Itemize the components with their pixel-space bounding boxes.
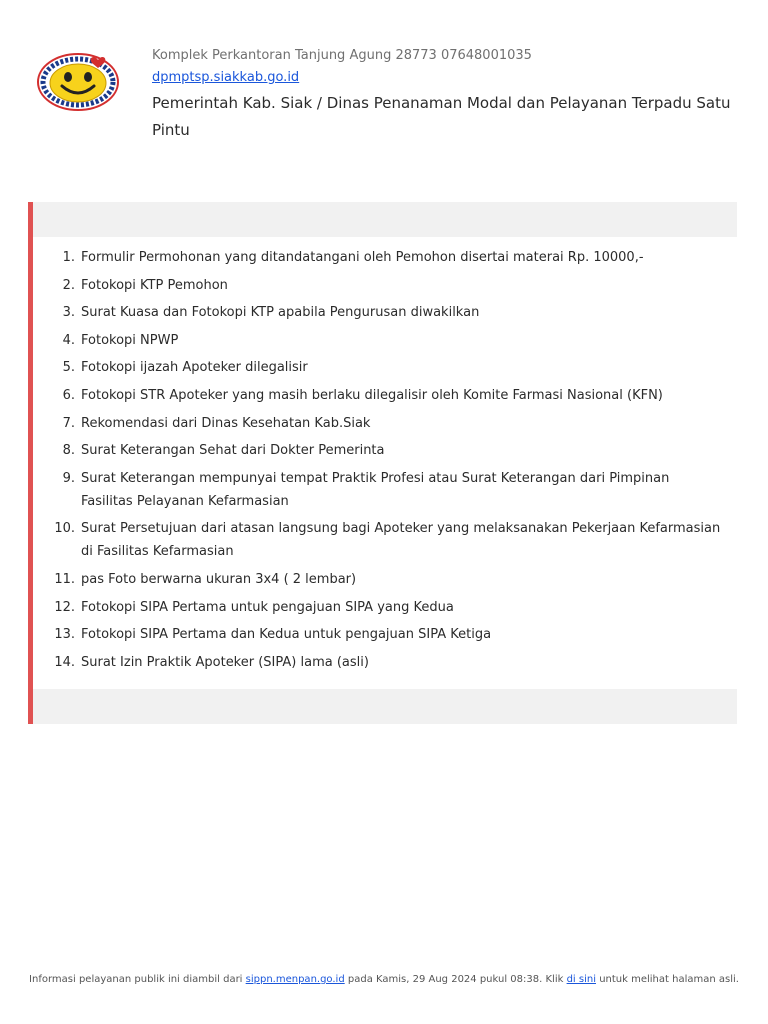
requirement-text: Surat Keterangan mempunyai tempat Praktik Profesi atau Surat Keterangan dari Pimpinan Fasilitas Pelayanan Kefarmasian xyxy=(81,470,670,509)
requirement-item xyxy=(33,517,737,563)
requirement-text: Fotokopi KTP Pemohon xyxy=(81,277,228,293)
requirements-header-bar xyxy=(33,202,737,237)
requirement-item xyxy=(33,651,737,674)
requirements-section xyxy=(28,202,737,724)
requirement-item xyxy=(33,467,737,513)
requirement-text: Fotokopi ijazah Apoteker dilegalisir xyxy=(81,360,308,376)
requirement-number: 11. xyxy=(54,571,75,587)
smiley-logo-icon xyxy=(36,52,120,112)
requirement-item xyxy=(33,301,737,324)
requirement-item xyxy=(33,329,737,352)
footer-middle-text: pada Kamis, 29 Aug 2024 pukul 08:38. Klik xyxy=(347,974,564,985)
requirement-item xyxy=(33,356,737,379)
requirement-text: Surat Keterangan Sehat dari Dokter Pemerinta xyxy=(81,443,385,459)
requirement-number: 1. xyxy=(62,250,75,265)
requirements-list xyxy=(33,246,737,678)
requirement-text: Fotokopi STR Apoteker yang masih berlaku dilegalisir oleh Komite Farmasi Nasional (KFN) xyxy=(81,387,663,403)
requirement-item xyxy=(33,568,737,591)
requirement-number: 4. xyxy=(62,332,75,348)
requirement-number: 8. xyxy=(62,443,75,459)
agency-website-link[interactable]: dpmptsp.siakkab.go.id xyxy=(152,70,300,85)
requirement-text: pas Foto berwarna ukuran 3x4 ( 2 lembar) xyxy=(81,571,357,587)
requirement-item xyxy=(33,246,737,269)
requirement-number: 3. xyxy=(62,305,75,321)
agency-info xyxy=(152,46,742,144)
requirement-text: Rekomendasi dari Dinas Kesehatan Kab.Siak xyxy=(81,415,371,431)
requirement-text: Fotokopi SIPA Pertama untuk pengajuan SIPA yang Kedua xyxy=(81,599,454,615)
requirement-text: Fotokopi SIPA Pertama dan Kedua untuk pengajuan SIPA Ketiga xyxy=(81,627,492,643)
requirement-text: Fotokopi NPWP xyxy=(81,332,179,348)
requirement-number: 12. xyxy=(54,599,75,615)
requirement-text: Surat Izin Praktik Apoteker (SIPA) lama (asli) xyxy=(81,654,369,670)
requirement-text: Formulir Permohonan yang ditandatangani oleh Pemohon disertai materai Rp. 10000,- xyxy=(81,250,644,265)
requirement-number: 7. xyxy=(62,415,75,431)
footer-prefix-text: Informasi pelayanan publik ini diambil dari xyxy=(29,974,243,985)
requirement-item xyxy=(33,274,737,297)
requirement-item xyxy=(33,623,737,646)
requirement-item xyxy=(33,412,737,435)
footer-suffix-text: untuk melihat halaman asli. xyxy=(599,974,739,985)
requirement-text: Surat Persetujuan dari atasan langsung bagi Apoteker yang melaksanakan Pekerjaan Kefarmasian di Fasilitas Kefarmasian xyxy=(81,521,721,560)
requirement-number: 6. xyxy=(62,387,75,403)
requirement-item xyxy=(33,439,737,462)
requirement-number: 13. xyxy=(54,627,75,643)
requirement-number: 2. xyxy=(62,277,75,293)
requirement-item xyxy=(33,596,737,619)
requirements-footer-bar xyxy=(33,689,737,724)
requirement-number: 9. xyxy=(62,470,75,486)
agency-name: Pemerintah Kab. Siak / Dinas Penanaman Modal dan Pelayanan Terpadu Satu Pintu xyxy=(152,94,731,139)
page-footer xyxy=(0,972,768,988)
requirement-number: 10. xyxy=(54,521,75,537)
requirement-item xyxy=(33,384,737,407)
source-link[interactable]: sippn.menpan.go.id xyxy=(245,974,345,985)
requirement-text: Surat Kuasa dan Fotokopi KTP apabila Pengurusan diwakilkan xyxy=(81,305,480,321)
requirement-number: 14. xyxy=(54,654,75,670)
requirement-number: 5. xyxy=(62,360,75,376)
original-page-link[interactable]: di sini xyxy=(566,974,596,985)
page-header xyxy=(0,0,768,160)
agency-address: Komplek Perkantoran Tanjung Agung 28773 07648001035 xyxy=(152,48,532,63)
